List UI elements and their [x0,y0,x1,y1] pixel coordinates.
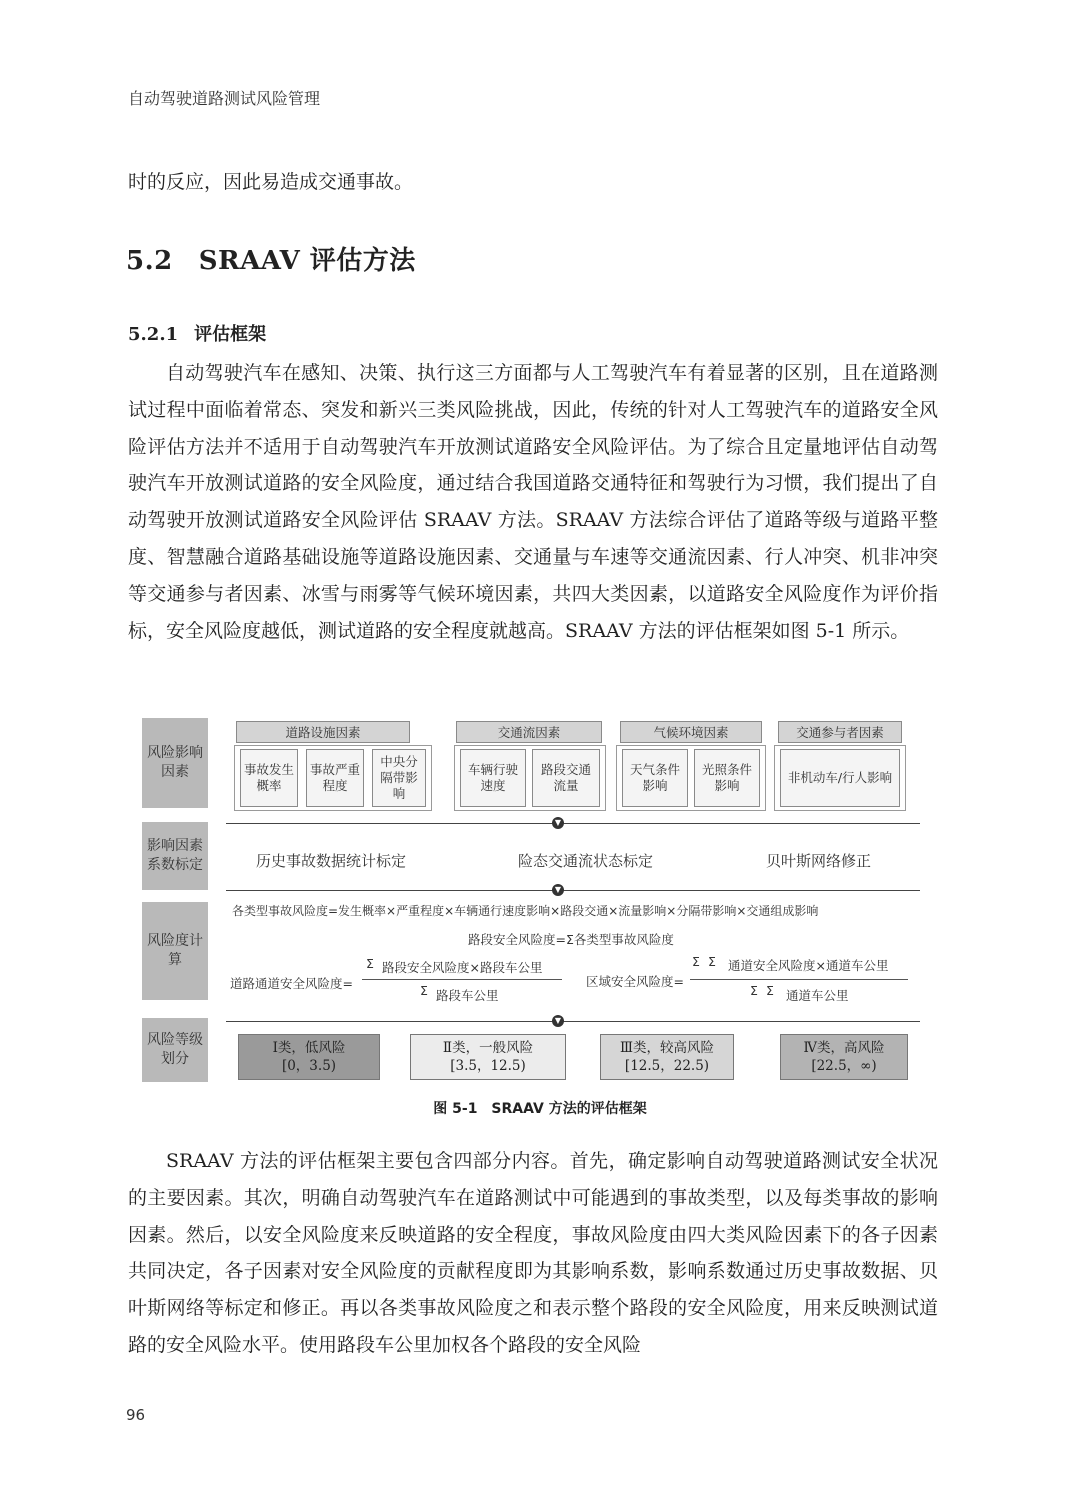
category-climate: 气候环境因素 [620,721,762,743]
chevron-down-icon: ▼ [552,884,564,896]
formula-channel-lhs: 道路通道安全风险度= [230,976,353,991]
factor-box: 路段交通流量 [532,749,600,807]
category-traffic-flow: 交通流因素 [456,721,602,743]
category-participants: 交通参与者因素 [778,721,902,743]
framework-figure [140,716,910,1084]
factor-box: 车辆行驶速度 [460,749,526,807]
sum-symbol: Σ [420,983,428,998]
calibration-history: 历史事故数据统计标定 [256,852,407,870]
running-head: 自动驾驶道路测试风险管理 [128,89,321,108]
subsection-number: 5.2.1 [128,324,179,345]
factor-box: 中央分隔带影响 [372,749,426,807]
section-number: 5.2 [126,246,173,276]
sum-symbol: Σ [692,954,700,969]
formula-accident-type: 各类型事故风险度=发生概率×严重程度×车辆通行速度影响×路段交通×流量影响×分隔带影响×交通组成影响 [232,904,819,918]
risk-level-range: [0，3.5) [281,1058,337,1074]
paragraph-1-text: 自动驾驶汽车在感知、决策、执行这三方面都与人工驾驶汽车有着显著的区别，且在道路测试过程中面临着常态、突发和新兴三类风险挑战，因此，传统的针对人工驾驶汽车的道路安全风险评估方法并不适用于自动驾驶汽车开放测试道路安全风险评估。为了综合且定量地评估自动驾驶汽车开放测试道路的安全风险度，通过结合我国道路交通特征和驾驶行为习惯，我们提出了自动驾驶开放测试道路安全风险评估 SRAAV 方法。SRAAV 方法综合评估了道路等级与道路平整度、智慧融合道路基础设施等道路设施因素、交通量与车速等交通流因素、行人冲突、机非冲突等交通参与者因素、冰雪与雨雾等气候环境因素，共四大类因素，以道路安全风险度作为评价指标，安全风险度越低，测试道路的安全程度就越高。SRAAV 方法的评估框架如图 5-1 所示。 [128,362,938,642]
sum-symbol: Σ [366,956,374,971]
section-name: SRAAV 评估方法 [198,246,416,276]
risk-level-range: [22.5，∞) [811,1058,877,1074]
factor-box: 光照条件影响 [694,749,760,807]
risk-level-name: Ⅰ类，低风险 [272,1040,346,1056]
sum-symbol: Σ [708,954,716,969]
risk-level-name: Ⅲ类，较高风险 [619,1040,715,1056]
risk-level-2 [410,1034,566,1080]
category-road-facility: 道路设施因素 [236,721,410,743]
chevron-down-icon: ▼ [552,1015,564,1027]
separator-line [226,1021,920,1022]
factor-box: 天气条件影响 [622,749,688,807]
subsection-title [128,320,266,346]
formula-region-denominator: 通道车公里 [786,988,849,1003]
row-label-calculation: 风险度计算 [142,902,208,1000]
intro-text: 时的反应，因此易造成交通事故。 [128,171,414,193]
formula-channel-denominator: 路段车公里 [436,988,499,1003]
formula-region-lhs: 区域安全风险度= [586,974,684,989]
sum-symbol: Σ [750,983,758,998]
separator-line [226,823,920,824]
formula-region-numerator: 通道安全风险度×通道车公里 [728,958,889,973]
factor-box: 事故严重程度 [306,749,364,807]
intro-line [128,164,938,201]
row-label-calibration: 影响因素系数标定 [142,822,208,890]
paragraph-1 [128,355,938,649]
risk-level-4 [780,1034,908,1080]
calibration-traffic-state: 险态交通流状态标定 [518,852,654,870]
figure-caption: 图 5-1 SRAAV 方法的评估框架 [433,1101,647,1117]
paragraph-2 [128,1143,938,1364]
separator-line [226,890,920,891]
risk-level-range: [12.5，22.5) [624,1058,710,1074]
risk-level-3 [600,1034,734,1080]
section-title [126,240,416,277]
risk-level-1 [238,1034,380,1080]
row-label-factors: 风险影响因素 [142,718,208,808]
fraction-line [362,979,562,980]
risk-level-range: [3.5，12.5) [450,1058,526,1074]
risk-level-name: Ⅱ类，一般风险 [442,1040,534,1056]
formula-segment: 路段安全风险度=Σ各类型事故风险度 [468,932,674,947]
chevron-down-icon: ▼ [552,817,564,829]
factor-box: 事故发生概率 [240,749,298,807]
factor-box: 非机动车/行人影响 [780,749,900,807]
paragraph-2-text: SRAAV 方法的评估框架主要包含四部分内容。首先，确定影响自动驾驶道路测试安全状况的主要因素。其次，明确自动驾驶汽车在道路测试中可能遇到的事故类型，以及每类事故的影响因素。然后，以安全风险度来反映道路的安全程度，事故风险度由四大类风险因素下的各子因素共同决定，各子因素对安全风险度的贡献程度即为其影响系数，影响系数通过历史事故数据、贝叶斯网络等标定和修正。再以各类事故风险度之和表示整个路段的安全风险度，用来反映测试道路的安全风险水平。使用路段车公里加权各个路段的安全风险 [128,1150,938,1356]
fraction-line [690,979,908,980]
risk-level-name: Ⅳ类，高风险 [803,1040,885,1056]
subsection-name: 评估框架 [194,324,267,345]
row-label-grading: 风险等级划分 [142,1018,208,1082]
page-number: 96 [126,1406,146,1424]
sum-symbol: Σ [766,983,774,998]
formula-channel-numerator: 路段安全风险度×路段车公里 [382,960,543,975]
calibration-bayes: 贝叶斯网络修正 [766,852,872,870]
